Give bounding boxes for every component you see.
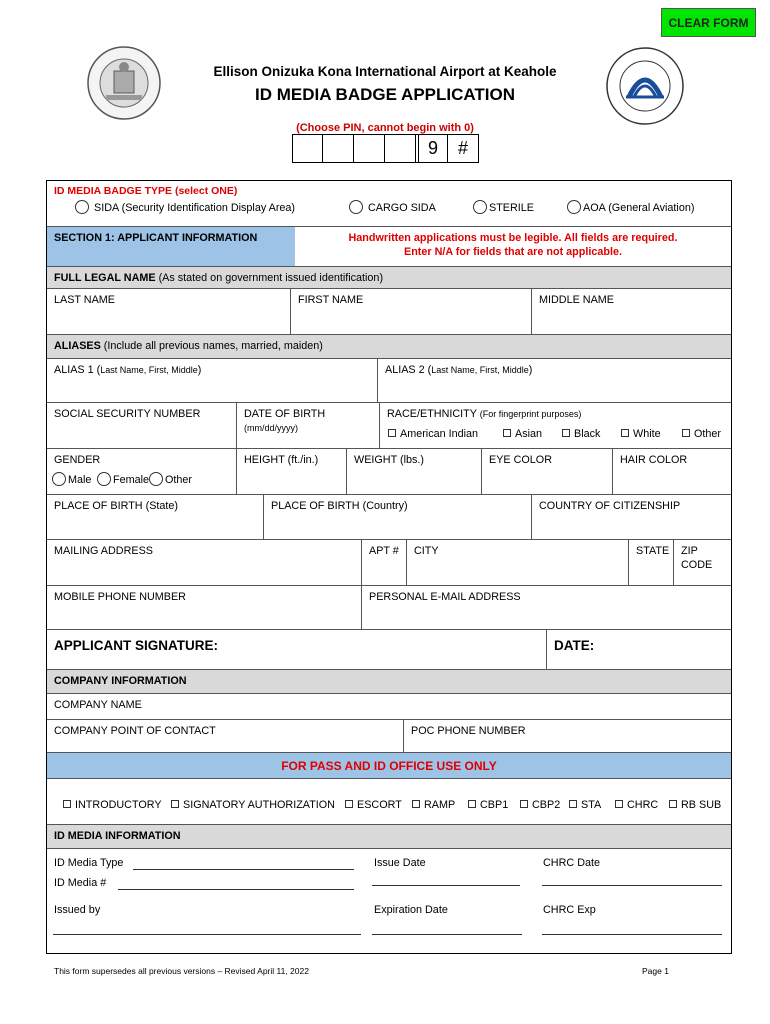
- issued-by-line[interactable]: [53, 934, 361, 935]
- radio-icon[interactable]: [473, 200, 487, 214]
- footer-revision: This form supersedes all previous versions – Revised April 11, 2022: [54, 966, 309, 976]
- office-ramp[interactable]: RAMP: [412, 799, 455, 811]
- pin-box-6: 9: [419, 134, 448, 163]
- expiration-date-label: Expiration Date: [374, 904, 448, 916]
- aliases-heading: ALIASES (Include all previous names, married, maiden): [47, 335, 731, 359]
- pin-box-3[interactable]: [354, 134, 385, 163]
- race-other[interactable]: Other: [682, 428, 721, 440]
- gender-female[interactable]: Female: [97, 472, 149, 486]
- state-field[interactable]: STATE: [629, 540, 674, 586]
- ssn-field[interactable]: SOCIAL SECURITY NUMBER: [47, 403, 237, 449]
- applicant-signature-field[interactable]: APPLICANT SIGNATURE:: [47, 630, 547, 670]
- pin-box-2[interactable]: [323, 134, 354, 163]
- office-cbp2[interactable]: CBP2: [520, 799, 560, 811]
- expiration-date-line[interactable]: [372, 934, 522, 935]
- alias1-field[interactable]: ALIAS 1 (Last Name, First, Middle): [47, 359, 378, 403]
- gender-male[interactable]: Male: [52, 472, 91, 486]
- state-seal-icon: [86, 45, 162, 121]
- office-introductory[interactable]: INTRODUCTORY: [63, 799, 162, 811]
- pin-box-4[interactable]: [385, 134, 416, 163]
- application-form: [46, 180, 732, 954]
- office-use-heading: FOR PASS AND ID OFFICE USE ONLY: [47, 753, 731, 779]
- badge-option-aoa[interactable]: AOA (General Aviation): [567, 200, 694, 214]
- signature-date-field[interactable]: DATE:: [547, 630, 731, 670]
- office-chrc[interactable]: CHRC: [615, 799, 658, 811]
- gender-field: GENDER: [47, 449, 237, 495]
- company-heading: COMPANY INFORMATION: [47, 670, 731, 694]
- form-title: ID MEDIA BADGE APPLICATION: [254, 85, 516, 104]
- id-media-number-line[interactable]: [118, 889, 354, 890]
- section1-title: SECTION 1: APPLICANT INFORMATION: [54, 232, 258, 244]
- radio-icon[interactable]: [75, 200, 89, 214]
- airport-name: Ellison Onizuka Kona International Airport at Keahole: [213, 64, 557, 79]
- section1-notice-2: Enter N/A for fields that are not applicable.: [404, 246, 622, 259]
- pin-box-7: #: [448, 134, 479, 163]
- id-media-number-label: ID Media #: [54, 877, 107, 889]
- chrc-exp-label: CHRC Exp: [543, 904, 596, 916]
- alias2-field[interactable]: ALIAS 2 (Last Name, First, Middle): [378, 359, 731, 403]
- poc-phone-field[interactable]: POC PHONE NUMBER: [404, 720, 731, 753]
- footer-page-number: Page 1: [642, 966, 669, 976]
- section1-notice-1: Handwritten applications must be legible. All fields are required.: [348, 232, 678, 244]
- badge-type-heading: ID MEDIA BADGE TYPE (select ONE): [54, 185, 238, 197]
- chrc-date-line[interactable]: [542, 885, 722, 886]
- citizenship-field[interactable]: COUNTRY OF CITIZENSHIP: [532, 495, 731, 540]
- company-poc-field[interactable]: COMPANY POINT OF CONTACT: [47, 720, 404, 753]
- id-media-heading: ID MEDIA INFORMATION: [47, 825, 731, 849]
- race-field: RACE/ETHNICITY (For fingerprint purposes): [380, 403, 731, 449]
- hair-color-field[interactable]: HAIR COLOR: [613, 449, 731, 495]
- pin-box-1[interactable]: [292, 134, 323, 163]
- issue-date-label: Issue Date: [374, 857, 426, 869]
- radio-icon[interactable]: [349, 200, 363, 214]
- badge-option-sida[interactable]: SIDA (Security Identification Display Area): [75, 200, 295, 214]
- mailing-address-field[interactable]: MAILING ADDRESS: [47, 540, 362, 586]
- legal-name-heading: FULL LEGAL NAME (As stated on government issued identification): [47, 267, 731, 289]
- last-name-field[interactable]: LAST NAME: [47, 289, 291, 335]
- race-american-indian[interactable]: American Indian: [388, 428, 478, 440]
- mobile-phone-field[interactable]: MOBILE PHONE NUMBER: [47, 586, 362, 630]
- office-rb-sub[interactable]: RB SUB: [669, 799, 721, 811]
- office-signatory[interactable]: SIGNATORY AUTHORIZATION: [171, 799, 335, 811]
- city-field[interactable]: CITY: [407, 540, 629, 586]
- radio-icon[interactable]: [52, 472, 66, 486]
- radio-icon[interactable]: [149, 472, 163, 486]
- weight-field[interactable]: WEIGHT (lbs.): [347, 449, 482, 495]
- badge-option-sterile[interactable]: STERILE: [473, 200, 534, 214]
- eye-color-field[interactable]: EYE COLOR: [482, 449, 613, 495]
- race-white[interactable]: White: [621, 428, 661, 440]
- pin-instruction: (Choose PIN, cannot begin with 0): [296, 122, 474, 134]
- issue-date-line[interactable]: [372, 885, 520, 886]
- chrc-date-label: CHRC Date: [543, 857, 600, 869]
- chrc-exp-line[interactable]: [542, 934, 722, 935]
- id-media-type-line[interactable]: [133, 869, 354, 870]
- office-sta[interactable]: STA: [569, 799, 601, 811]
- badge-option-cargo-sida[interactable]: CARGO SIDA: [349, 200, 436, 214]
- radio-icon[interactable]: [567, 200, 581, 214]
- issued-by-label: Issued by: [54, 904, 101, 916]
- zip-field[interactable]: ZIP CODE: [674, 540, 731, 586]
- radio-icon[interactable]: [97, 472, 111, 486]
- gender-other[interactable]: Other: [149, 472, 192, 486]
- clear-form-button[interactable]: CLEAR FORM: [661, 8, 756, 37]
- pob-state-field[interactable]: PLACE OF BIRTH (State): [47, 495, 264, 540]
- race-black[interactable]: Black: [562, 428, 600, 440]
- id-media-type-label: ID Media Type: [54, 857, 124, 869]
- office-escort[interactable]: ESCORT: [345, 799, 402, 811]
- apt-field[interactable]: APT #: [362, 540, 407, 586]
- height-field[interactable]: HEIGHT (ft./in.): [237, 449, 347, 495]
- office-cbp1[interactable]: CBP1: [468, 799, 508, 811]
- company-name-field[interactable]: COMPANY NAME: [47, 694, 731, 720]
- race-asian[interactable]: Asian: [503, 428, 542, 440]
- pob-country-field[interactable]: PLACE OF BIRTH (Country): [264, 495, 532, 540]
- first-name-field[interactable]: FIRST NAME: [291, 289, 532, 335]
- middle-name-field[interactable]: MIDDLE NAME: [532, 289, 731, 335]
- dob-field[interactable]: DATE OF BIRTH (mm/dd/yyyy): [237, 403, 380, 449]
- email-field[interactable]: PERSONAL E-MAIL ADDRESS: [362, 586, 731, 630]
